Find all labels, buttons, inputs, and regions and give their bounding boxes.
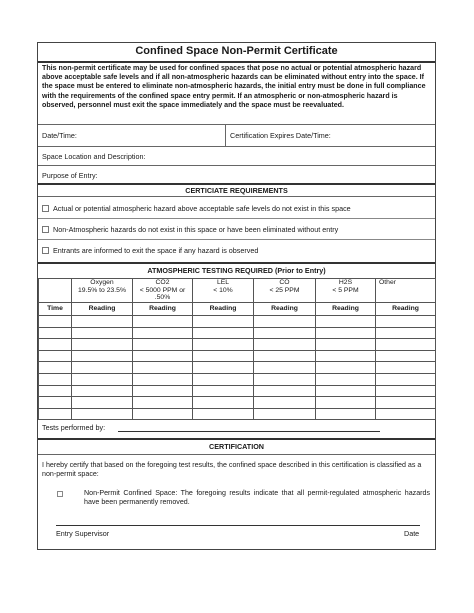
- certification-checkbox[interactable]: [57, 491, 63, 497]
- limit-cell: Oxygen 19.5% to 23.5%: [72, 279, 133, 303]
- certification-text: I hereby certify that based on the foregoing test results, the confined space described in this certification is classified as a non-permit space:: [42, 461, 422, 479]
- purpose-label: Purpose of Entry:: [42, 171, 98, 180]
- row-divider: [225, 125, 226, 146]
- table-row[interactable]: [39, 350, 436, 362]
- table-row[interactable]: [39, 397, 436, 409]
- purpose-row: [38, 165, 435, 183]
- testing-heading: ATMOSPHERIC TESTING REQUIRED (Prior to Entry): [38, 262, 435, 279]
- table-row[interactable]: [39, 316, 436, 328]
- table-row[interactable]: [39, 339, 436, 351]
- form-title: Confined Space Non-Permit Certificate: [38, 43, 435, 63]
- date-time-row: [38, 124, 435, 146]
- expires-label: Certification Expires Date/Time:: [230, 131, 331, 140]
- column-header: Reading: [193, 303, 254, 316]
- table-row[interactable]: [39, 408, 436, 420]
- column-header: Reading: [316, 303, 376, 316]
- date-time-label: Date/Time:: [42, 131, 77, 140]
- requirement-item: [38, 218, 435, 239]
- intro-paragraph: This non-permit certificate may be used for confined spaces that pose no actual or potential atmospheric hazard above acceptable safe levels and if all non-atmospheric hazards can be eliminated without entry into the space. If the space must be entered to eliminate non-atmospheric hazards, the initial entry must be done in full compliance with the requirements of the confined space entry permit. If an atmospheric or non-atmospheric hazard is observed, personnel must exit the space immediately and the space must be reevaluated.: [42, 64, 426, 109]
- tests-performed-label: Tests performed by:: [42, 423, 106, 432]
- table-row[interactable]: [39, 373, 436, 385]
- table-row[interactable]: [39, 327, 436, 339]
- checkbox[interactable]: [42, 226, 49, 233]
- limit-cell: Other: [376, 279, 436, 303]
- certificate-form: [37, 42, 436, 550]
- atmospheric-testing-table: [38, 278, 436, 420]
- requirement-text: Entrants are informed to exit the space if any hazard is observed: [53, 246, 259, 255]
- column-header: Reading: [376, 303, 436, 316]
- requirement-text: Non-Atmospheric hazards do not exist in this space or have been eliminated without entry: [53, 225, 339, 234]
- location-label: Space Location and Description:: [42, 152, 146, 161]
- location-row: [38, 146, 435, 165]
- limit-cell: CO < 25 PPM: [254, 279, 316, 303]
- limit-cell: [39, 279, 72, 303]
- requirement-item: [38, 197, 435, 218]
- checkbox[interactable]: [42, 247, 49, 254]
- date-label: Date: [404, 529, 420, 538]
- limit-cell: LEL < 10%: [193, 279, 254, 303]
- entry-supervisor-label: Entry Supervisor: [56, 529, 110, 538]
- limit-cell: H2S < 5 PPM: [316, 279, 376, 303]
- column-header: Time: [39, 303, 72, 316]
- column-header: Reading: [254, 303, 316, 316]
- requirement-item: [38, 239, 435, 261]
- signature-line[interactable]: [56, 525, 420, 526]
- column-header-row: [39, 303, 436, 316]
- limits-row: [39, 279, 436, 303]
- requirements-heading: CERTICIATE REQUIREMENTS: [38, 183, 435, 197]
- certification-item: Non-Permit Confined Space: The foregoing results indicate that all permit-regulated atmospheric hazards have been permanently removed.: [84, 489, 430, 507]
- column-header: Reading: [72, 303, 133, 316]
- certification-heading: CERTIFICATION: [38, 438, 435, 455]
- column-header: Reading: [133, 303, 193, 316]
- requirement-text: Actual or potential atmospheric hazard above acceptable safe levels do not exist in this space: [53, 204, 351, 213]
- table-row[interactable]: [39, 385, 436, 397]
- table-row[interactable]: [39, 362, 436, 374]
- checkbox[interactable]: [42, 205, 49, 212]
- tests-performed-line[interactable]: [118, 431, 380, 432]
- limit-cell: CO2 < 5000 PPM or .50%: [133, 279, 193, 303]
